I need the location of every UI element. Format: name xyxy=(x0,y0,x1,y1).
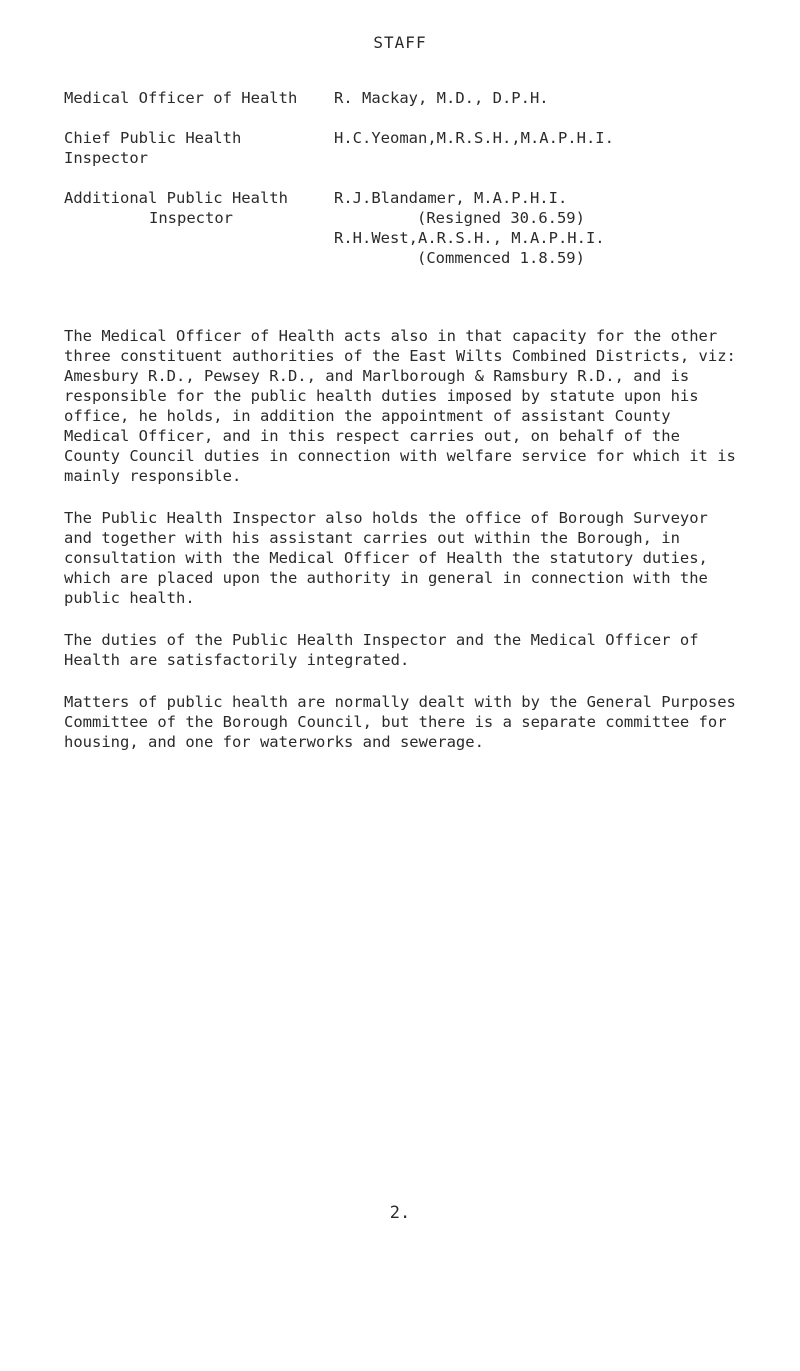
staff-entry-chief-inspector xyxy=(64,128,764,168)
paragraph-integration: The duties of the Public Health Inspector and the Medical Officer of Health are satisfactorily integrated. xyxy=(64,631,699,669)
staff-entry-additional-inspector xyxy=(64,188,764,268)
staff-role xyxy=(64,128,334,168)
body-text xyxy=(64,326,744,774)
page-title: STAFF xyxy=(373,33,427,52)
staff-holder-name: R.H.West,A.R.S.H., M.A.P.H.I. xyxy=(334,229,605,247)
staff-role xyxy=(64,188,334,268)
staff-role-line: Additional Public Health xyxy=(64,189,288,207)
staff-holder-note: (Commenced 1.8.59) xyxy=(417,249,585,267)
page-number: 2. xyxy=(389,1203,411,1223)
staff-holders xyxy=(334,128,764,168)
staff-list xyxy=(64,88,764,288)
staff-role-line: Inspector xyxy=(149,209,233,227)
staff-holders xyxy=(334,88,764,108)
staff-role-line: Medical Officer of Health xyxy=(64,89,298,107)
staff-holder-name: H.C.Yeoman,M.R.S.H.,M.A.P.H.I. xyxy=(334,129,614,147)
staff-holder-name: R.J.Blandamer, M.A.P.H.I. xyxy=(334,189,568,207)
staff-holder-note: (Resigned 30.6.59) xyxy=(417,209,585,227)
staff-holders xyxy=(334,188,764,268)
staff-role xyxy=(64,88,334,108)
paragraph-committees: Matters of public health are normally dealt with by the General Purposes Committee of the Borough Council, but there is a separate committee for housing, and one for waterworks and sewerage. xyxy=(64,693,736,751)
staff-holder-name: R. Mackay, M.D., D.P.H. xyxy=(334,89,549,107)
paragraph-inspector-duties: The Public Health Inspector also holds the office of Borough Surveyor and together with his assistant carries out within the Borough, in consultation with the Medical Officer of Health the statutory duties, which are placed upon the authority in general in connection with the public health. xyxy=(64,509,708,607)
staff-entry-medical-officer xyxy=(64,88,764,108)
paragraph-moh-duties: The Medical Officer of Health acts also in that capacity for the other three constituent authorities of the East Wilts Combined Districts, viz: Amesbury R.D., Pewsey R.D., and Marlborough & Ramsbury R.D., and is responsible for the public health duties imposed by statute upon his office, he holds, in addition the appointment of assistant County Medical Officer, and in this respect carries out, on behalf of the County Council duties in connection with welfare service for which it is mainly responsible. xyxy=(64,327,736,485)
staff-role-line: Chief Public Health Inspector xyxy=(64,129,242,167)
